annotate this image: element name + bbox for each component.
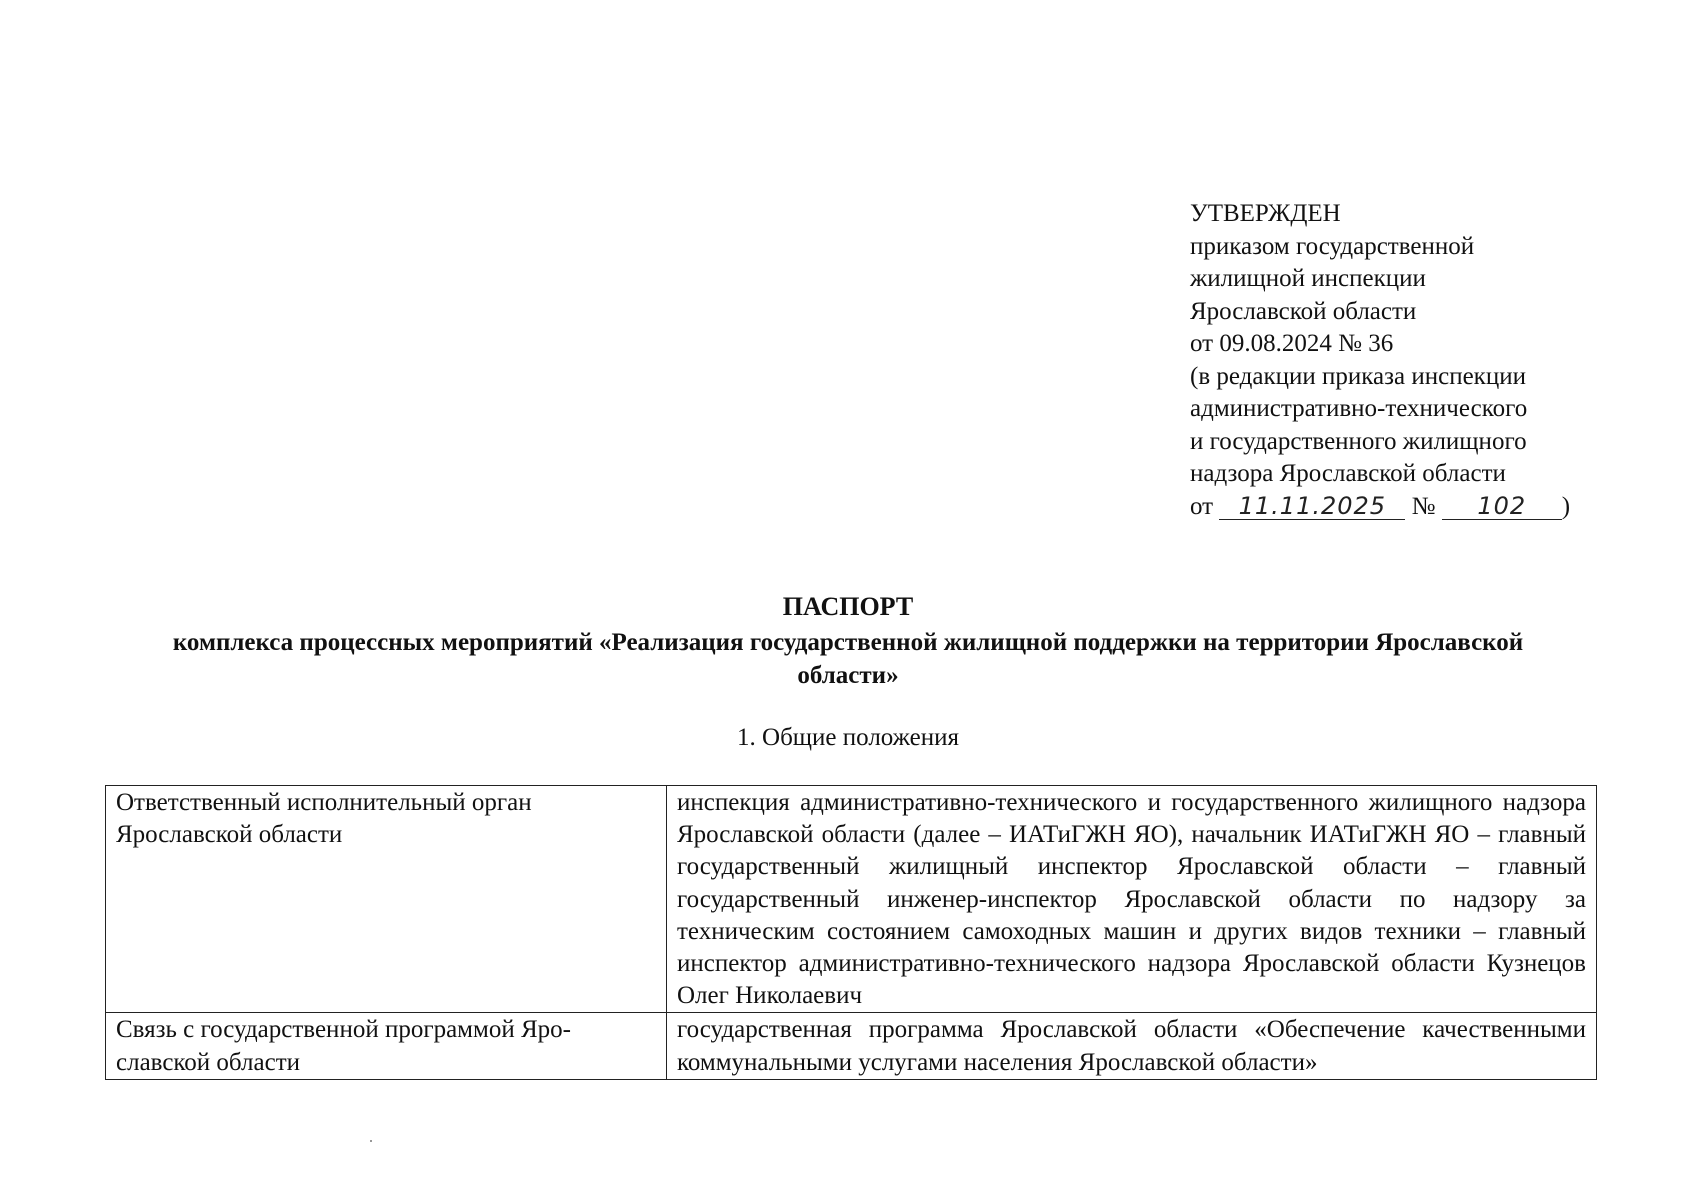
approval-line: Ярославской области [1190,297,1417,325]
approval-line: жилищной инспекции [1190,265,1426,292]
amendment-date-line [1190,491,1630,524]
approval-line: от 09.08.2024 № 36 [1190,330,1394,357]
section-heading: 1. Общие положения [737,724,959,751]
table-cell-value: государственная программа Ярославской области «Обеспечение качественными коммунальными услугами населения Ярославской области» [667,1013,1597,1079]
approval-line: приказом государственной [1190,232,1475,260]
approval-stamp [1190,198,1630,523]
table-row [106,786,1597,1013]
date-prefix: от [1190,492,1214,520]
passport-title: ПАСПОРТ [782,592,914,621]
table-cell-label: Ответственный исполнительный орган Ярославской области [106,786,667,1013]
table-row [106,1013,1597,1079]
closing-paren: ) [1561,492,1571,520]
scan-speck [370,1140,372,1142]
approval-line: (в редакции приказа инспекции [1190,362,1526,390]
document-title [0,590,1696,692]
number-sign: № [1411,492,1436,520]
table-cell-value: инспекция административно-технического и государственного жилищного надзора Ярославской области (далее – ИАТиГЖН ЯО), начальник ИАТиГЖН ЯО – главный государственный жилищный инспектор Ярославской области – главный государственный инженер-инспектор Ярославской области по надзору за техническим состоянием самоходных машин и других видов техники – главный инспектор административно-технического надзора Ярославской области Кузнецов Олег Николаевич [667,786,1597,1013]
handwritten-date: 11.11.2025 [1219,493,1405,520]
passport-subtitle: комплекса процессных мероприятий «Реализация государственной жилищной поддержки на территории Ярославской области» [172,629,1524,689]
general-provisions-table [105,785,1597,1080]
handwritten-number: 102 [1442,493,1562,520]
approval-line: административно-технического [1190,395,1528,422]
approval-line: и государственного жилищного [1190,427,1527,455]
table-cell-label: Связь с государственной программой Ярославской области [106,1013,667,1079]
approval-line: надзора Ярославской области [1190,460,1506,487]
approval-heading: УТВЕРЖДЕН [1190,200,1341,227]
